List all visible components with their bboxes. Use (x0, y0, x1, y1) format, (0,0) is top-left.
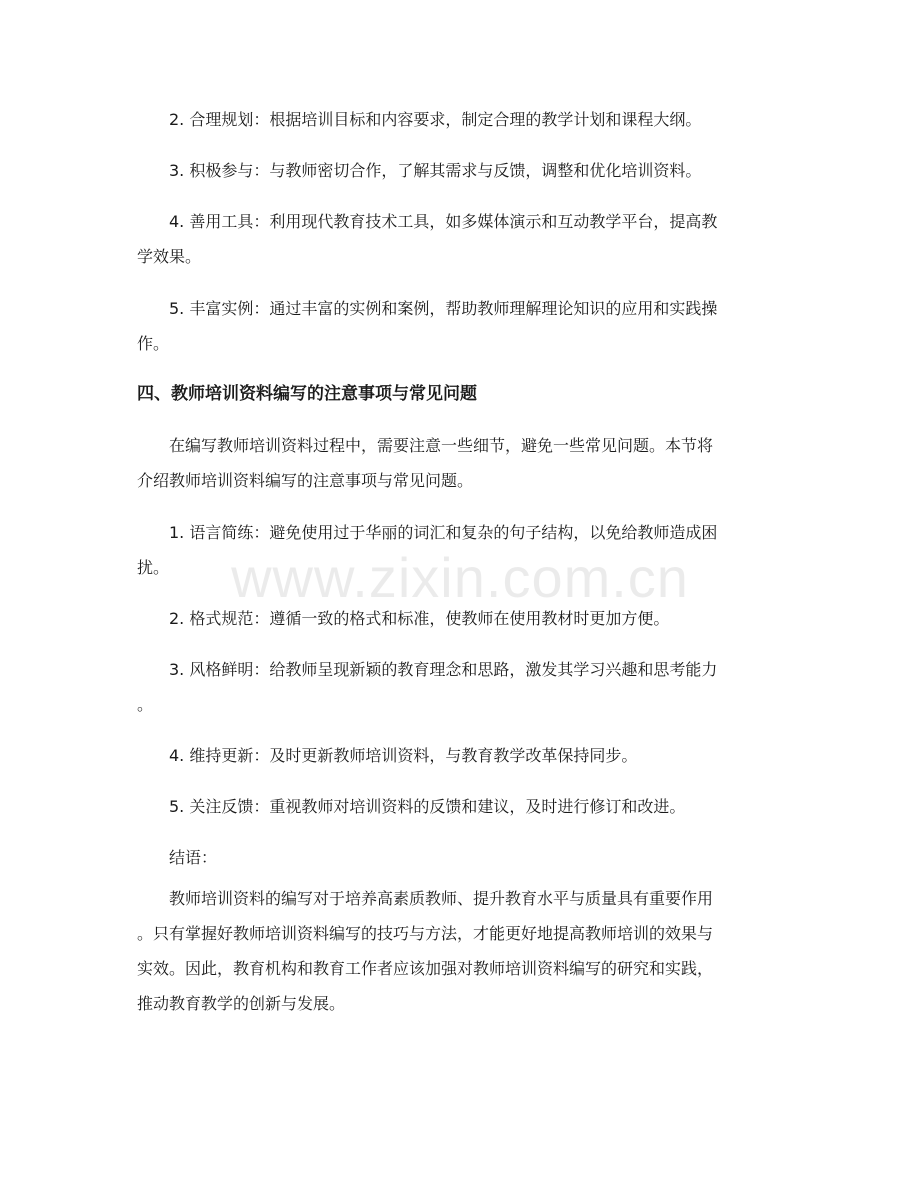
section-heading: 四、教师培训资料编写的注意事项与常见问题 (137, 384, 477, 404)
text-line: 5. 丰富实例：通过丰富的实例和案例，帮助教师理解理论知识的应用和实践操 (169, 299, 718, 318)
text-line: 教师培训资料的编写对于培养高素质教师、提升教育水平与质量具有重要作用 (169, 889, 714, 908)
list-item-feedback (137, 789, 782, 824)
watermark: www.zixin.com.cn (231, 546, 689, 609)
text-line: 4. 维持更新：及时更新教师培训资料，与教育教学改革保持同步。 (169, 746, 638, 765)
text-line: 推动教育教学的创新与发展。 (137, 994, 346, 1013)
text-line: 在编写教师培训资料过程中，需要注意一些细节，避免一些常见问题。本节将 (169, 436, 714, 455)
list-item-tools (137, 204, 782, 274)
text-line: 介绍教师培训资料编写的注意事项与常见问题。 (137, 471, 474, 490)
text-line: 扰。 (137, 558, 170, 577)
text-line: 作。 (137, 334, 170, 353)
text-line: 。只有掌握好教师培训资料编写的技巧与方法，才能更好地提高教师培训的效果与 (137, 924, 714, 943)
list-item-format (137, 601, 782, 636)
text-line: 5. 关注反馈：重视教师对培训资料的反馈和建议，及时进行修订和改进。 (169, 797, 686, 816)
text-line: 实效。因此，教育机构和教育工作者应该加强对教师培训资料编写的研究和实践， (137, 959, 714, 978)
list-item-examples (137, 291, 782, 361)
list-item-planning (137, 102, 782, 137)
text-line: 3. 积极参与：与教师密切合作，了解其需求与反馈，调整和优化培训资料。 (169, 161, 702, 180)
conclusion-paragraph (137, 881, 782, 1021)
section-intro (137, 428, 782, 498)
text-line: 结语： (169, 848, 218, 867)
list-item-language (137, 515, 782, 585)
text-line: 。 (137, 695, 154, 714)
text-line: 学效果。 (137, 247, 202, 266)
text-line: 2. 合理规划：根据培训目标和内容要求，制定合理的教学计划和课程大纲。 (169, 110, 702, 129)
text-line: 3. 风格鲜明：给教师呈现新颖的教育理念和思路，激发其学习兴趣和思考能力 (169, 660, 718, 679)
text-line: 1. 语言简练：避免使用过于华丽的词汇和复杂的句子结构，以免给教师造成困 (169, 523, 718, 542)
conclusion-label (137, 840, 782, 875)
list-item-update (137, 738, 782, 773)
list-item-participation (137, 153, 782, 188)
list-item-style (137, 652, 782, 722)
text-line: 4. 善用工具：利用现代教育技术工具，如多媒体演示和互动教学平台，提高教 (169, 212, 718, 231)
text-line: 2. 格式规范：遵循一致的格式和标准，使教师在使用教材时更加方便。 (169, 609, 670, 628)
